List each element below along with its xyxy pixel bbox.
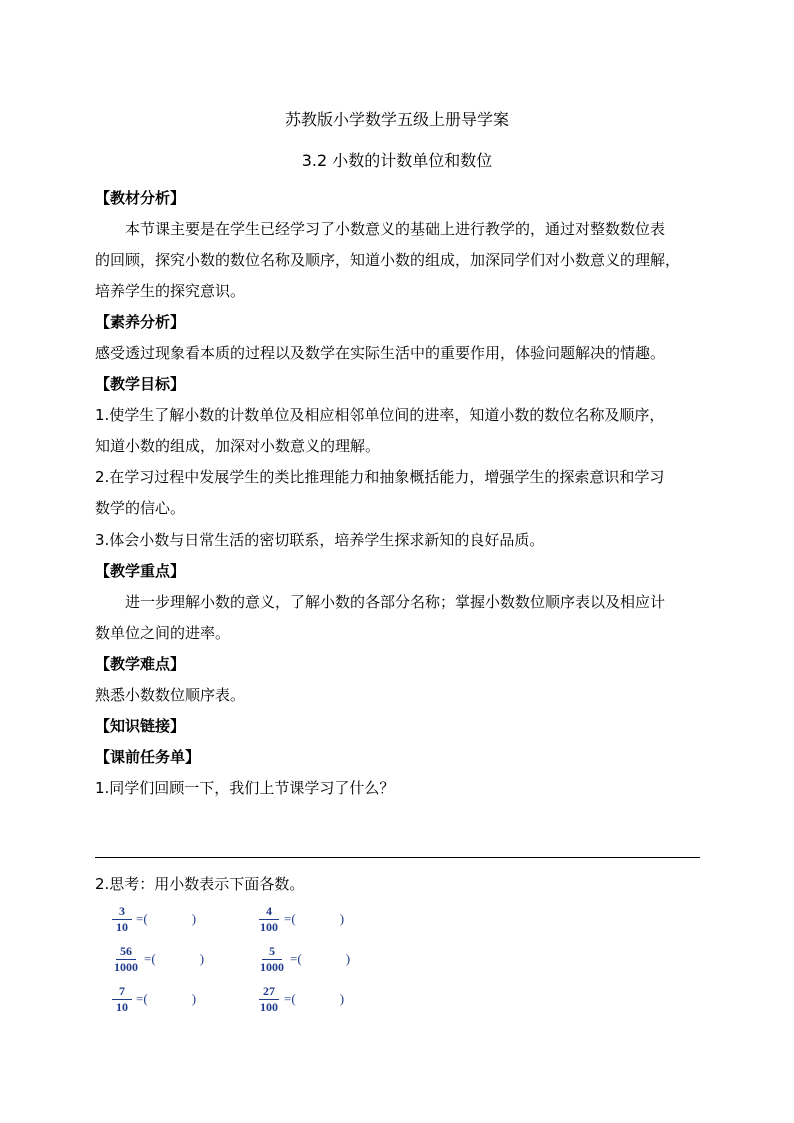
equals-sign: =: [284, 911, 292, 926]
fraction-numerator: 27: [259, 985, 279, 1000]
fraction-row: [112, 943, 512, 975]
open-paren: (: [297, 951, 302, 966]
open-paren: (: [151, 951, 156, 966]
fraction-denominator: 100: [260, 919, 278, 934]
fraction-denominator: 1000: [260, 959, 284, 974]
open-paren: (: [291, 991, 296, 1006]
key-points-heading: 【教学重点】: [95, 562, 186, 580]
difficult-points-heading: 【教学难点】: [95, 655, 186, 673]
key-points-line: 进一步理解小数的意义，了解小数的各部分名称；掌握小数数位顺序表以及相应计: [125, 593, 666, 611]
key-points-line: 数单位之间的进率。: [95, 624, 231, 642]
close-paren: ): [191, 911, 197, 926]
open-paren: (: [143, 911, 148, 926]
fraction: [258, 945, 286, 974]
fraction-numerator: 56: [116, 945, 136, 960]
fraction: [258, 905, 280, 934]
equals-sign: =: [136, 991, 144, 1006]
close-paren: ): [191, 991, 197, 1006]
goal-item: 2.在学习过程中发展学生的类比推理能力和抽象概括能力，增强学生的探索意识和学习: [95, 468, 665, 486]
fraction-exercise: [258, 943, 350, 975]
fraction: [112, 985, 132, 1014]
analysis-paragraph-line: 的回顾，探究小数的数位名称及顺序，知道小数的组成，加深同学们对小数意义的理解，: [95, 251, 681, 269]
close-paren: ): [199, 951, 205, 966]
open-paren: (: [291, 911, 296, 926]
goal-item-continuation: 数学的信心。: [95, 499, 186, 517]
goal-item: 3.体会小数与日常生活的密切联系，培养学生探求新知的良好品质。: [95, 531, 545, 549]
fraction-exercise: [112, 903, 196, 935]
fraction-numerator: 7: [112, 985, 132, 1000]
fraction: [112, 945, 140, 974]
fraction-exercise: [258, 983, 344, 1015]
goal-item-continuation: 知道小数的组成，加深对小数意义的理解。: [95, 437, 381, 455]
open-paren: (: [143, 991, 148, 1006]
literacy-paragraph: 感受透过现象看本质的过程以及数学在实际生活中的重要作用，体验问题解决的情趣。: [95, 344, 666, 362]
close-paren: ): [345, 951, 351, 966]
fraction-numerator: 5: [262, 945, 282, 960]
fraction-row: [112, 903, 512, 935]
task-question-1: 1.同学们回顾一下，我们上节课学习了什么？: [95, 779, 395, 797]
goal-item: 1.使学生了解小数的计数单位及相应相邻单位间的进率，知道小数的数位名称及顺序，: [95, 406, 665, 424]
document-title: 苏教版小学数学五级上册导学案: [284, 110, 509, 129]
goals-heading: 【教学目标】: [95, 375, 186, 393]
fraction-row: [112, 983, 512, 1015]
fraction-exercise: [112, 983, 196, 1015]
fraction-numerator: 3: [112, 905, 132, 920]
pre-class-task-heading: 【课前任务单】: [95, 748, 201, 766]
answer-line: [95, 857, 700, 858]
difficult-points-line: 熟悉小数数位顺序表。: [95, 686, 246, 704]
task-question-2: 2.思考：用小数表示下面各数。: [95, 875, 305, 893]
fraction-exercise: [258, 903, 344, 935]
fraction-denominator: 10: [116, 919, 128, 934]
knowledge-link-heading: 【知识链接】: [95, 717, 186, 735]
analysis-paragraph-line: 本节课主要是在学生已经学习了小数意义的基础上进行教学的，通过对整数数位表: [125, 220, 666, 238]
equals-sign: =: [144, 951, 152, 966]
literacy-heading: 【素养分析】: [95, 313, 186, 331]
fraction-denominator: 100: [260, 999, 278, 1014]
fraction: [112, 905, 132, 934]
fraction-denominator: 10: [116, 999, 128, 1014]
lesson-title: 3.2 小数的计数单位和数位: [301, 151, 493, 170]
equals-sign: =: [290, 951, 298, 966]
analysis-paragraph-line: 培养学生的探究意识。: [95, 282, 246, 300]
equals-sign: =: [136, 911, 144, 926]
fraction-denominator: 1000: [114, 959, 138, 974]
fraction-numerator: 4: [259, 905, 279, 920]
fraction-exercise: [112, 943, 204, 975]
close-paren: ): [339, 991, 345, 1006]
equals-sign: =: [284, 991, 292, 1006]
fraction: [258, 985, 280, 1014]
close-paren: ): [339, 911, 345, 926]
analysis-heading: 【教材分析】: [95, 189, 186, 207]
